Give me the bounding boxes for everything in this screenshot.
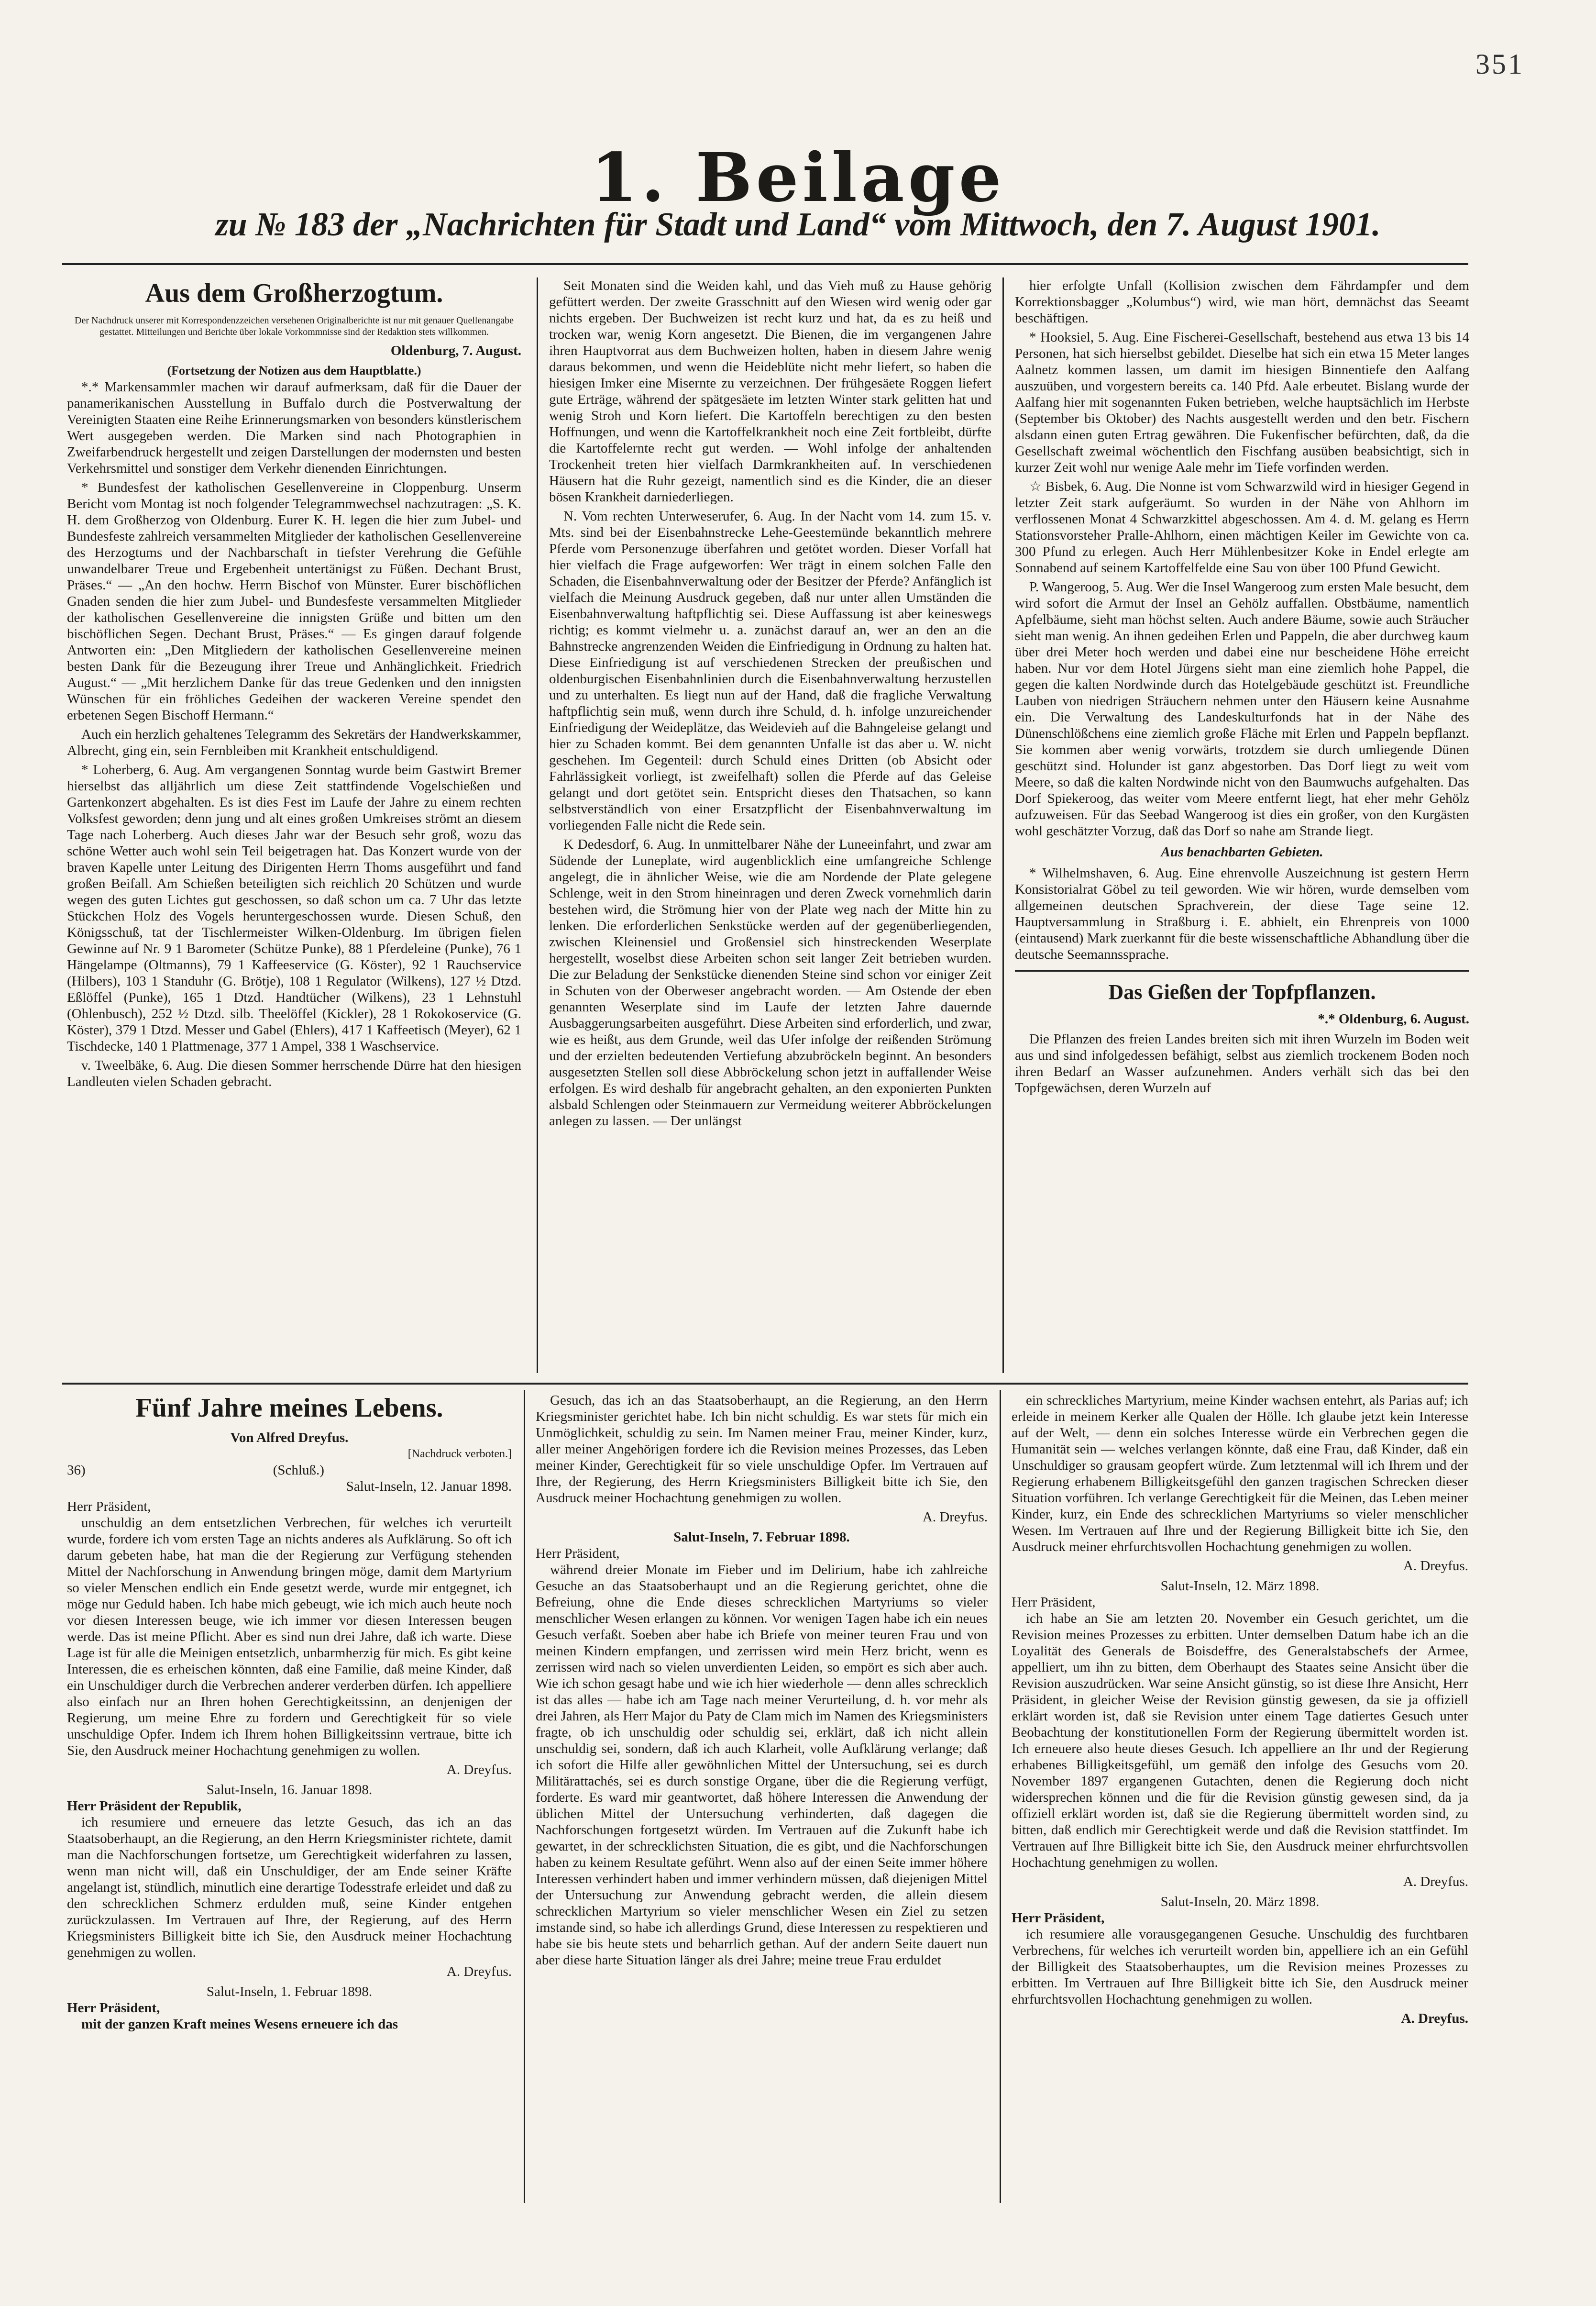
article-paragraph: N. Vom rechten Unterweserufer, 6. Aug. In der Nacht vom 14. zum 15. v. Mts. sind bei der Eisenbahnstrecke Lehe-Geestemünde bekanntlich mehrere Pferde vom Personenzuge überfahren und getötet worden. Dieser Vorfall hat hier vielfach die Frage aufgeworfen: Wer trägt in einem solchen Falle den Schaden, die Eisenbahnverwaltung oder der Besitzer der Pferde? Anfänglich ist vielfach die Meinung Ausdruck gegeben, daß nur unter allen Umständen die Eisenbahnverwaltung haftpflichtig sei. Diese Auffassung ist aber keineswegs richtig; es kommt vielmehr u. a. zunächst darauf an, wer an den an die Bahnstrecke angrenzenden Weiden die Einfriedigung in Ordnung zu halten hat. Diese Einfriedigung ist auf verschiedenen Strecken der preußischen und oldenburgischen Eisenbahnlinien durch die Eisenbahnverwaltung herzustellen und zu unterhalten. Es liegt nun auf der Hand, daß die fragliche Verwaltung haftpflichtig sein muß, wenn durch ihre Schuld, d. h. infolge unzureichender Einfriedigung der Weideplätze, das Weidevieh auf die Bahngeleise gelangt und hier zu Schaden kommt. Bei dem genannten Unfalle ist das aber u. W. nicht geschehen. Im Gegenteil: durch Schuld eines Dritten (ob Absicht oder Fahrlässigkeit vorliegt, ist zweifelhaft) sollen die Pferde auf das Geleise gelangt und dort getötet sein. Entspricht dieses den Thatsachen, so kann selbstverständlich von einer Ersatzpflicht der Eisenbahnverwaltung im vorliegenden Falle nicht die Rede sein.: [549, 509, 991, 833]
source-note: (Fortsetzung der Notizen aus dem Hauptblatte.): [167, 364, 421, 377]
column-1: [67, 277, 521, 1373]
section-rule: [1015, 970, 1469, 972]
feuilleton-author: Von Alfred Dreyfus.: [230, 1430, 349, 1445]
rights-note: [Nachdruck verboten.]: [407, 1448, 512, 1460]
subsection-heading: Aus benachbarten Gebieten.: [1161, 844, 1323, 860]
letter-salutation: Herr Präsident,: [1012, 1910, 1105, 1926]
column-divider: [1000, 1390, 1001, 2203]
article-paragraph: hier erfolgte Unfall (Kollision zwischen dem Fährdampfer und dem Korrektionsbagger „Kolumbus“) wird, wie man hört, demnächst das Seeamt beschäftigen.: [1015, 278, 1469, 326]
page-number: 351: [1475, 48, 1524, 80]
letter-signature: A. Dreyfus.: [1401, 2011, 1468, 2026]
feuilleton-title: Fünf Jahre meines Lebens.: [135, 1393, 443, 1423]
article-paragraph: P. Wangeroog, 5. Aug. Wer die Insel Wangeroog zum ersten Male besucht, dem wird sofort die Armut der Insel an Gehölz auffallen. Obstbäume, namentlich Apfelbäume, sieht man höchst selten. Auch andere Bäume, sowie auch Sträucher sieht man wenig. An ihnen gedeihen Erlen und Pappeln, die aber durchweg kaum über drei Meter hoch werden und dabei eine nur bescheidene Höhe erreicht haben. Nur vor dem Hotel Jürgens sieht man eine ziemlich hohe Pappel, die gegen die kalten Nordwinde durch das Hotelgebäude geschützt ist. Freundliche Lauben von niedrigen Sträuchern nehmen unter den Häusern keine Ausnahme ein. Die Verwaltung des Landeskulturfonds hat in der Nähe des Dünenschlößchens eine ziemlich große Fläche mit Erlen und Pappeln bepflanzt. Sie kommen aber wenig vorwärts, trotzdem sie durch umliegende Dünen geschützt sind. Holunder ist ganz abgestorben. Das Dorf liegt zu weit vom Meere, so daß die kalten Nordwinde nicht von den Baumwuchs aufgehalten. Das Dorf Spiekeroog, das weiter vom Meere entfernt liegt, hat eher mehr Gehölz aufzuweisen. Für das Seebad Wangeroog ist dies ein großer, von den Kurgästen wohl geschätzter Vorzug, daß das Dorf so nahe am Strande liegt.: [1015, 579, 1469, 839]
letter-signature: A. Dreyfus.: [1403, 1558, 1468, 1574]
article-paragraph: v. Tweelbäke, 6. Aug. Die diesen Sommer herrschende Dürre hat den hiesigen Landleuten vielen Schaden gebracht.: [67, 1058, 521, 1089]
article-paragraph: ☆ Bisbek, 6. Aug. Die Nonne ist vom Schwarzwild wird in hiesiger Gegend in letzter Zeit stark aufgeräumt. So wurden in der Nähe von Ahlhorn im verflossenen Monat 4 Schwarzkittel abgeschossen. Am 4. d. M. gelang es Herrn Stationsvorsteher Pralle-Ahlhorn, einen mächtigen Keiler im Gewichte von ca. 300 Pfund zu erlegen. Auch Herr Mühlenbesitzer Koke in Endel erlegte am Sonnabend auf seinem Kartoffelfelde eine Sau von über 100 Pfund Gewicht.: [1015, 479, 1469, 576]
masthead-subtitle: zu № 183 der „Nachrichten für Stadt und Land“ vom Mittwoch, den 7. August 1901.: [215, 206, 1381, 243]
article-paragraph: * Bundesfest der katholischen Gesellenvereine in Cloppenburg. Unserm Bericht vom Montag ist noch folgender Telegrammwechsel nachzutragen: „S. K. H. dem Großherzog von Oldenburg. Eurer K. H. legen die hier zum Jubel- und Bundesfeste zahlreich versammelten Mitglieder der katholischen Gesellenvereine des Herzogtums und der Nachbarschaft in tiefster Verehrung die Gefühle unwandelbarer Treue und Ergebenheit untertänigst zu Füßen. Dechant Brust, Präses.“ — „An den hochw. Herrn Bischof von Münster. Eurer bischöflichen Gnaden senden die hier zum Jubel- und Bundesfeste versammelten Mitglieder der katholischen Gesellenvereine die innigsten Grüße und bitten um den bischöflichen Segen. Dechant Brust, Präses.“ — Es gingen darauf folgende Antworten ein: „Den Mitgliedern der katholischen Gesellenvereine meinen besten Dank für die Bezeugung ihrer Treue und Anhänglichkeit. Friedrich August.“ — „Mit herzlichem Danke für das treue Gedenken und den innigsten Wünschen für ein fröhliches Gedeihen der wackeren Vereine spendet den erbetenen Segen Bischoff Hermann.“: [67, 480, 521, 723]
article-paragraph: * Hooksiel, 5. Aug. Eine Fischerei-Gesellschaft, bestehend aus etwa 13 bis 14 Personen, hat sich hierselbst gebildet. Dieselbe hat sich ein etwa 15 Meter langes Aalnetz kommen lassen, um damit im hiesigen Binnentiefe den Aalfang auszuüben, und vorgestern bereits ca. 140 Pfd. Aale erbeutet. Bislang wurde der Aalfang hier mit sogenannten Fuken betrieben, welche hauptsächlich im Herbste (September bis Oktober) des Nachts ausgestellt werden und den betr. Fischern alsdann einen guten Ertrag gewähren. Die Fukenfischer befürchten, daß, da die Gesellschaft zweimal wöchentlich den Fischfang ausüben beabsichtigt, sich in kurzer Zeit wohl nur wenige Aale mehr im Tiefe vorfinden werden.: [1015, 330, 1469, 475]
masthead-title: 1. Beilage: [591, 139, 1005, 217]
letter-salutation: Herr Präsident,: [67, 2000, 160, 2016]
dateline: Oldenburg, 7. August.: [390, 343, 521, 358]
feuilleton-column-3: [1012, 1392, 1468, 2201]
article-paragraph: Auch ein herzlich gehaltenes Telegramm des Sekretärs der Handwerkskammer, Albrecht, ging ein, sein Fernbleiben mit Krankheit entschuldigend.: [67, 727, 521, 758]
letter-dateline: Salut-Inseln, 20. März 1898.: [1160, 1894, 1320, 1909]
feuilleton-column-2: [536, 1392, 988, 2201]
installment-note: (Schluß.): [273, 1463, 324, 1478]
section-heading: Aus dem Großherzogtum.: [145, 278, 443, 308]
letter-body: ich habe an Sie am letzten 20. November ein Gesuch gerichtet, um die Revision meines Prozesses zu erbitten. Unter demselben Datum habe ich an die Loyalität des Generals de Boisdeffre, des Generalstabschefs der Armee, appelliert, um ihn zu bitten, dem Oberhaupt des Staates seine Ansicht über die Revision auszudrücken. War seine Ansicht günstig, so ist diese Ihre Ansicht, Herr Präsident, in gleicher Weise der Revision günstig gewesen, da sie ja offiziell erklärt worden ist, daß sie Revision unter einem Tage datiertes Gesuch unter Beobachtung der konstitutionellen Form der Regierung übermittelt worden ist. Ich erneuere also heute dieses Gesuch. Ich appelliere an Ihr und der Regierung erhabenes Billigkeitsgefühl, um gemäß den infolge des Gesuchs vom 20. November 1897 ergangenen Gutachten, denen die Regierung doch nicht widersprechen können und die für die Revision günstig gewesen sind, da ja offiziell erklärt worden ist, daß sie die Regierung übermittelt worden sind, zu bitten, daß endlich mir Gerechtigkeit werde und daß die Revision stattfindet. Im Vertrauen auf Ihre Billigkeit bitte ich Sie, den Ausdruck meiner ehrfurchtsvollen Hochachtung genehmigen zu wollen.: [1012, 1611, 1468, 1870]
letter-dateline: Salut-Inseln, 12. März 1898.: [1160, 1578, 1320, 1594]
letter-body: mit der ganzen Kraft meines Wesens erneuere ich das: [81, 2017, 398, 2032]
letter-signature: A. Dreyfus.: [446, 1964, 512, 1979]
column-2: [549, 277, 991, 1373]
top-rule: [62, 263, 1468, 265]
feuilleton-rule: [62, 1383, 1468, 1385]
column-3: [1015, 277, 1469, 1373]
reprint-note: Der Nachdruck unserer mit Korrespondenzzeichen versehenen Originalberichte ist nur mit genauer Quellenangabe gestattet. Mitteilungen und Berichte über lokale Vorkommnisse sind der Redaktion stets willkommen.: [75, 315, 514, 337]
letter-body: ich resumiere und erneuere das letzte Gesuch, das ich an das Staatsoberhaupt, an die Regierung, an den Herrn Kriegsminister richtete, damit man die Nachforschungen fortsetze, um Gerechtigkeit widerfahren zu lassen, wenn man nicht will, daß ein Unschuldiger, der am Ende seiner Kräfte angelangt ist, stündlich, minutlich eine derartige Todesstrafe erleidet und daß zu den schrecklichen Schmerz erdulden muß, seine Kinder entgehen zurückzulassen. Im Vertrauen auf Ihre, der Regierung, auf des Herrn Kriegsministers Billigkeit bitte ich Sie, den Ausdruck meiner Hochachtung genehmigen zu wollen.: [67, 1815, 512, 1960]
letter-dateline: Salut-Inseln, 7. Februar 1898.: [673, 1530, 850, 1545]
column-divider: [537, 277, 538, 1373]
article-paragraph: * Wilhelmshaven, 6. Aug. Eine ehrenvolle Auszeichnung ist gestern Herrn Konsistorialrat Göbel zu teil geworden. Wie wir hören, wurde demselben vom allgemeinen deutschen Sprachverein, der diese Tage seine 12. Hauptversammlung in Straßburg i. E. abhielt, ein Ehrenpreis von 1000 (eintausend) Mark zuerkannt für die beste wissenschaftliche Abhandlung über die deutsche Seemannssprache.: [1015, 865, 1469, 962]
letter-signature: A. Dreyfus.: [922, 1509, 988, 1525]
letter-salutation: Herr Präsident der Republik,: [67, 1798, 242, 1814]
dateline: *.* Oldenburg, 6. August.: [1318, 1011, 1469, 1027]
letter-body: Gesuch, das ich an das Staatsoberhaupt, an die Regierung, an den Herrn Kriegsminister gerichtet habe. Ich bin nicht schuldig. Es war stets für mich ein Unmöglichkeit, schuldig zu sein. Im Namen meiner Frau, meiner Kinder, kurz, aller meiner Angehörigen fordere ich die Revision meines Prozesses, das Leben meiner Kinder, Gerechtigkeit für so viele unschuldige Opfer. Im Vertrauen auf Ihre, der Regierung, des Herrn Kriegsministers Billigkeit bitte ich Sie, den Ausdruck meiner Hochachtung genehmigen zu wollen.: [536, 1393, 988, 1506]
column-divider: [524, 1390, 525, 2203]
article-paragraph: Seit Monaten sind die Weiden kahl, und das Vieh muß zu Hause gehörig gefüttert werden. Der zweite Grasschnitt auf den Wiesen wird wenig oder gar nichts ergeben. Der Buchweizen ist recht kurz und hat, da es zu heiß und trocken war, wenig Korn angesetzt. Die Bienen, die im vergangenen Jahre ihren Hauptvorrat aus dem Buchweizen holten, haben in diesem Jahre wenig daraus bekommen, und wenn die Heideblüte nicht mehr liefert, so haben die hiesigen Imker eine Misernte zu verzeichnen. Der frühgesäete Roggen liefert gute Erträge, während der spätgesäete im letzten Winter stark gelitten hat und wenig Stroh und Korn liefert. Die Kartoffeln berechtigen zu den besten Hoffnungen, und wenn die Kartoffelkrankheit noch eine Zeit fortbleibt, dürfte die Kartoffelernte recht gut werden. — Wohl infolge der anhaltenden Trockenheit treten hier vielfach Darmkrankheiten auf. In verschiedenen Häusern hat die Ruhr gezeigt, namentlich sind es die Kinder, die an dieser bösen Krankheit darniederliegen.: [549, 278, 991, 505]
letter-salutation: Herr Präsident,: [67, 1499, 151, 1514]
letter-signature: A. Dreyfus.: [1403, 1874, 1468, 1889]
column-divider: [1002, 277, 1004, 1373]
article-paragraph: *.* Markensammler machen wir darauf aufmerksam, daß für die Dauer der panamerikanischen Ausstellung in Buffalo durch die Postverwaltung der Vereinigten Staaten eine Reihe Erinnerungsmarken von besonders künstlerischem Wert ausgegeben werden. Die Marken sind nach Photographien in Zweifarbendruck hergestellt und zeigen Darstellungen der modernsten und besten Verkehrsmittel und sonstiger dem Verkehr dienenden Einrichtungen.: [67, 379, 521, 476]
letter-dateline: Salut-Inseln, 1. Februar 1898.: [206, 1984, 373, 1999]
section-heading: Das Gießen der Topfpflanzen.: [1108, 980, 1376, 1004]
article-paragraph: * Loherberg, 6. Aug. Am vergangenen Sonntag wurde beim Gastwirt Bremer hierselbst das alljährlich um diese Zeit stattfindende Vogelschießen und Gartenkonzert abgehalten. Es ist dies Fest im Laufe der Jahre zu einem rechten Volksfest geworden; denn jung und alt eines großen Umkreises strömt an diesem Tage nach Loherberg. Auch dieses Jahr war der Besuch sehr groß, wozu das schöne Wetter auch wohl sein Teil beigetragen hat. Das Konzert wurde von der braven Kapelle unter Leitung des Dirigenten Herrn Thoms ausgeführt und fand großen Beifall. Am Schießen beteiligten sich reichlich 20 Schützen und wurde wegen des guten Lichtes gut geschossen, so daß schon um ca. 7 Uhr das letzte Stückchen Holz des Vogels heruntergeschossen wurde. Diesen Schuß, den Königsschuß, tat der Tischlermeister Wilken-Oldenburg. Im übrigen fielen Gewinne auf Nr. 9 1 Barometer (Schütze Punke), 88 1 Pferdeleine (Punke), 76 1 Hängelampe (Oltmanns), 79 1 Kaffeeservice (G. Köster), 92 1 Rauchservice (Hilbers), 103 1 Standuhr (G. Brötje), 108 1 Regulator (Wilkens), 127 ½ Dtzd. Eßlöffel (Punke), 165 1 Dtzd. Handtücher (Wilkens), 23 1 Lehnstuhl (Ohlenbusch), 252 ½ Dtzd. silb. Theelöffel (Kickler), 28 1 Rokokoservice (G. Köster), 379 1 Dtzd. Messer und Gabel (Ehlers), 417 1 Kaffeetisch (Meyer), 62 1 Tischdecke, 140 1 Plattmenage, 377 1 Ampel, 338 1 Waschservice.: [67, 762, 521, 1054]
feuilleton-column-1: [67, 1392, 512, 2201]
letter-salutation: Herr Präsident,: [1012, 1595, 1096, 1610]
article-paragraph: K Dedesdorf, 6. Aug. In unmittelbarer Nähe der Luneeinfahrt, und zwar am Südende der Luneplate, wird augenblicklich eine umfangreiche Schlenge angelegt, die in ähnlicher Weise, wie die am Nordende der Plate gelegene Schlenge, weit in den Strom hineinragen und deren Zweck vornehmlich darin bestehen wird, die Strömung hier von der Plate weg nach der Mitte hin zu lenken. Die erforderlichen Senkstücke werden auf der gegenüberliegenden, zwischen Kleinensiel und Großensiel sich hinstreckenden Weserplate hergestellt, woselbst diese Arbeiten schon seit langer Zeit betrieben wurden. Die zur Beladung der Senkstücke dienenden Steine sind schon vor einiger Zeit in Schuten von der Oberweser angebracht worden. — Am Ostende der eben genannten Weserplate sind im Laufe der letzten Jahre dauernde Ausbaggerungsarbeiten ausgeführt. Diese Arbeiten sind erforderlich, und zwar, wie es heißt, aus dem Grunde, weil das Ufer infolge der reißenden Strömung und der erzielten bedeutenden Vertiefung abzubröckeln beginnt. An besonders ausgesetzten Stellen soll diese Abbröckelung schon jetzt in auffallender Weise erfolgen. Es wird deshalb für angebracht gehalten, an den exponierten Punkten alsbald Schlengen oder Steinmauern zur Vermeidung weiterer Abbröckelungen anlegen zu lassen. — Der unlängst: [549, 837, 991, 1129]
letter-signature: A. Dreyfus.: [446, 1762, 512, 1777]
letter-body: während dreier Monate im Fieber und im Delirium, habe ich zahlreiche Gesuche an das Staatsoberhaupt und an die Regierung gerichtet, ohne die Befreiung, ohne die Ende dieses schrecklichen Martyriums so vieler menschlicher Wesen erlangen zu können. Vor wenigen Tagen habe ich ein neues Gesuch verfaßt. Soeben aber habe ich Briefe von meiner teuren Frau und von meinen Kindern empfangen, und zerrissen wird mein Herz bricht, wenn es zerrissen wird nach so vielen unverdienten Leiden, so empört es sich aber auch. Wie ich schon gesagt habe und wie ich hier wiederhole — denn alles schrecklich ist das alles — habe ich am Tage nach meiner Verurteilung, d. h. vor mehr als drei Jahren, als Herr Major du Paty de Clam mich im Namen des Kriegsministers fragte, ob ich unschuldig oder schuldig sei, erklärt, daß ich nicht allein unschuldig sei, sondern, daß ich auch Klarheit, volle Aufklärung verlange; daß ich sofort die Hilfe aller gewöhnlichen Mittel der Untersuchung, sei es durch Militärattachés, sei es durch sonstige Organe, über die die Regierung verfügt, forderte. Es ward mir geantwortet, daß höhere Interessen die Anwendung der üblichen Mittel der Untersuchung verhinderten, daß dagegen die Nachforschungen fortgesetzt würden. Im Vertrauen auf die Zukunft habe ich gewartet, in der schrecklichsten Situation, die es gibt, und die Nachforschungen haben zu keinem Resultate geführt. Wenn also auf der einen Seite immer höhere Interessen verhindert haben und immer verhindern müssen, daß diejenigen Mittel der Untersuchung zur Anwendung gebracht werden, die allein diesem schrecklichen Martyrium so vieler menschlicher Wesen ein Ziel zu setzen imstande sind, so habe ich allerdings Grund, diese Interessen zu respektieren und habe sie bis heute stets und beharrlich gethan. Auf der andern Seite dauert nun aber diese harte Situation länger als drei Jahre; meine treue Frau erduldet: [536, 1562, 988, 1968]
installment-number: 36): [67, 1463, 86, 1478]
letter-dateline: Salut-Inseln, 16. Januar 1898.: [206, 1782, 373, 1797]
letter-body: ein schreckliches Martyrium, meine Kinder wachsen entehrt, als Parias auf; ich erleide in meinem Kerker alle Qualen der Hölle. Ich glaube jetzt kein Interesse auf der Welt, — denn ein solches Interesse würde ein Verbrechen gegen die Humanität sein — welches verlangen könnte, daß eine Frau, daß Kinder, daß ein Unschuldiger so grausam geopfert würde. Zum letztenmal will ich Ihrem und der Regierung erhabenem Billigkeitsgefühl den ganzen tragischen Schrecken dieser Situation vorführen. Ich verlange Gerechtigkeit für die Meinen, das Leben meiner Kinder, kurz, ein Ende des schrecklichen Martyriums so vieler menschlicher Wesen. Im Vertrauen auf Ihre und der Regierung Billigkeit bitte ich Sie, den Ausdruck meiner ehrfurchtsvollen Hochachtung genehmigen zu wollen.: [1012, 1393, 1468, 1554]
letter-salutation: Herr Präsident,: [536, 1546, 620, 1561]
article-paragraph: Die Pflanzen des freien Landes breiten sich mit ihren Wurzeln im Boden weit aus und sind infolgedessen befähigt, selbst aus ziemlich trockenem Boden noch ihren Bedarf an Wasser aufzunehmen. Anders verhält sich das bei den Topfgewächsen, deren Wurzeln auf: [1015, 1031, 1469, 1096]
letter-dateline: Salut-Inseln, 12. Januar 1898.: [346, 1479, 512, 1494]
letter-body: unschuldig an dem entsetzlichen Verbrechen, für welches ich verurteilt wurde, fordere ich vom ersten Tage an nichts anderes als Aufklärung. So oft ich darum gebeten habe, hat man die der Regierung zur Verfügung stehenden Mittel der Nachforschung in Anwendung bringen möge, damit dem Martyrium so vieler Menschen endlich ein Ende gesetzt werde, wurde mir entgegnet, ich möge nur Geduld haben. Ich habe mich gebeugt, wie ich mich auch heute noch vor diesen Interessen beuge, wie ich immer vor diesen Interessen beugen werde. Das ist meine Pflicht. Aber es sind nun drei Jahre, daß ich warte. Diese Lage ist für alle die Meinigen entsetzlich, unbarmherzig für mich. Es gibt keine Interessen, die es erheischen könnten, daß eine Familie, daß meine Kinder, daß ein Unschuldiger durch die Verbrechen anderer verderben dürfen. Ich appelliere also einfach nur an Ihren hohen Gerechtigkeitssinn, an denjenigen der Regierung, um meine Ehre zu fordern und Gerechtigkeit für so viele unschuldige Opfer. Indem ich Ihrem hohen Billigkeitssinn vertraue, bitte ich Sie, den Ausdruck meiner Hochachtung genehmigen zu wollen.: [67, 1515, 512, 1758]
installment-line: [67, 1462, 512, 1478]
letter-body: ich resumiere alle vorausgegangenen Gesuche. Unschuldig des furchtbaren Verbrechens, für welches ich verurteilt worden bin, appelliere ich an ein Gefühl der Billigkeit des Staatsoberhauptes, um die Revision meines Prozesses zu erbitten. Im Vertrauen auf Ihre Billigkeit bitte ich Sie, den Ausdruck meiner ehrfurchtsvollen Hochachtung genehmigen zu wollen.: [1012, 1927, 1468, 2007]
